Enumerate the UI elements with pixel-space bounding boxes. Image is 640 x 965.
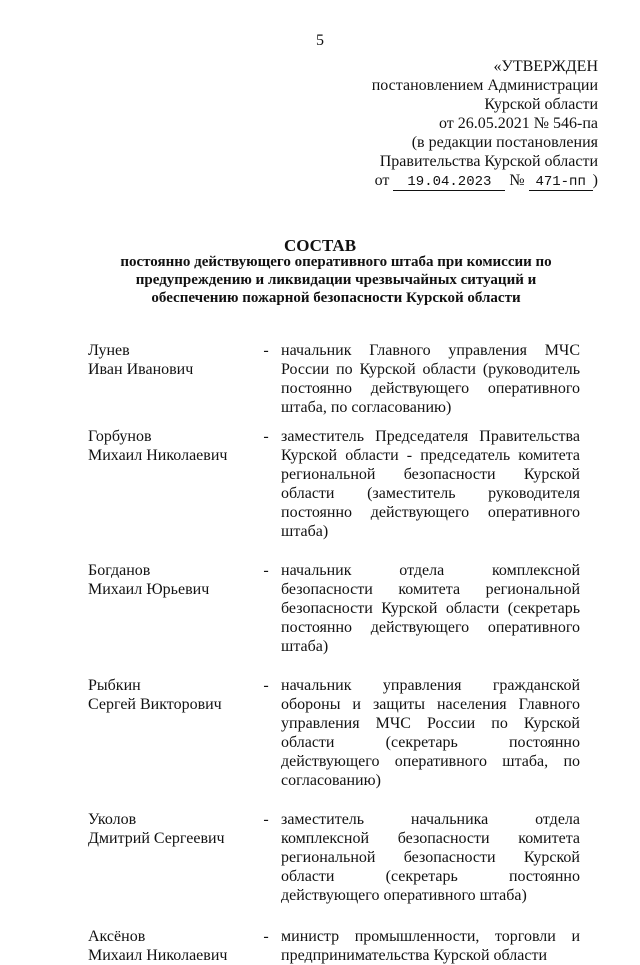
member-entry: [88, 427, 580, 541]
member-name: [88, 676, 258, 714]
approval-stamp: [298, 57, 598, 191]
member-given-names: Михаил Юрьевич: [88, 581, 210, 598]
approval-line: (в редакции постановления: [411, 134, 598, 151]
member-given-names: Сергей Викторович: [88, 696, 222, 713]
member-surname: Рыбкин: [88, 677, 141, 694]
member-position: министр промышленности, торговли и предпринимательства Курской области: [281, 928, 580, 964]
member-surname: Лунев: [88, 342, 130, 359]
member-position: начальник Главного управления МЧС России по Курской области (руководитель постоянно действующего оперативного штаба, по согласованию): [281, 342, 580, 416]
member-entry: [88, 810, 580, 905]
document-title: СОСТАВ: [283, 236, 357, 255]
member-name: [88, 341, 258, 379]
revision-date: 19.04.2023: [393, 174, 505, 191]
revision-number: 471-пп: [529, 174, 593, 191]
member-name: [88, 561, 258, 599]
member-dash: -: [263, 342, 269, 359]
member-dash: -: [263, 562, 269, 579]
member-surname: Уколов: [88, 811, 137, 828]
approval-line: постановлением Администрации: [371, 77, 598, 94]
member-given-names: Михаил Николаевич: [88, 447, 228, 464]
member-given-names: Дмитрий Сергеевич: [88, 830, 225, 847]
member-entry: [88, 676, 580, 790]
member-position: начальник управления гражданской обороны и защиты населения Главного управления МЧС России по Курской области (секретарь постоянно действующего оперативного штаба, по согласованию): [281, 677, 580, 789]
date-prefix: от: [374, 172, 390, 189]
member-position: заместитель Председателя Правительства Курской области - председатель комитета региональной безопасности Курской области (заместитель руководителя постоянно действующего оперативного штаба): [281, 428, 580, 540]
member-surname: Богданов: [88, 562, 151, 579]
member-dash: -: [263, 428, 269, 445]
member-entry: [88, 341, 580, 417]
document-subtitle: постоянно действующего оперативного штаба при комиссии по предупреждению и ликвидации чрезвычайных ситуаций и обеспечению пожарной безопасности Курской области: [120, 254, 552, 306]
member-dash: -: [263, 928, 269, 945]
number-sign: №: [509, 172, 525, 189]
page-number: 5: [316, 32, 324, 49]
member-given-names: Иван Иванович: [88, 361, 194, 378]
approval-line: от 26.05.2021 № 546-па: [438, 115, 598, 132]
member-surname: Горбунов: [88, 428, 152, 445]
member-dash: -: [263, 677, 269, 694]
member-position: заместитель начальника отдела комплексной безопасности комитета региональной безопасности Курской области (секретарь постоянно действующего оперативного штаба): [281, 811, 580, 904]
member-position: начальник отдела комплексной безопасности комитета региональной безопасности Курской области (секретарь постоянно действующего оперативного штаба): [281, 562, 580, 655]
approval-revision-line: [298, 171, 598, 191]
member-name: [88, 927, 258, 965]
member-surname: Аксёнов: [88, 928, 146, 945]
member-dash: -: [263, 811, 269, 828]
members-list: [88, 341, 580, 965]
approval-line: «УТВЕРЖДЕН: [493, 58, 598, 75]
member-name: [88, 427, 258, 465]
member-given-names: Михаил Николаевич: [88, 947, 228, 964]
approval-line: Правительства Курской области: [379, 153, 598, 170]
closing-paren: ): [592, 172, 598, 189]
member-entry: [88, 927, 580, 965]
member-name: [88, 810, 258, 848]
approval-line: Курской области: [484, 96, 598, 113]
member-entry: [88, 561, 580, 656]
